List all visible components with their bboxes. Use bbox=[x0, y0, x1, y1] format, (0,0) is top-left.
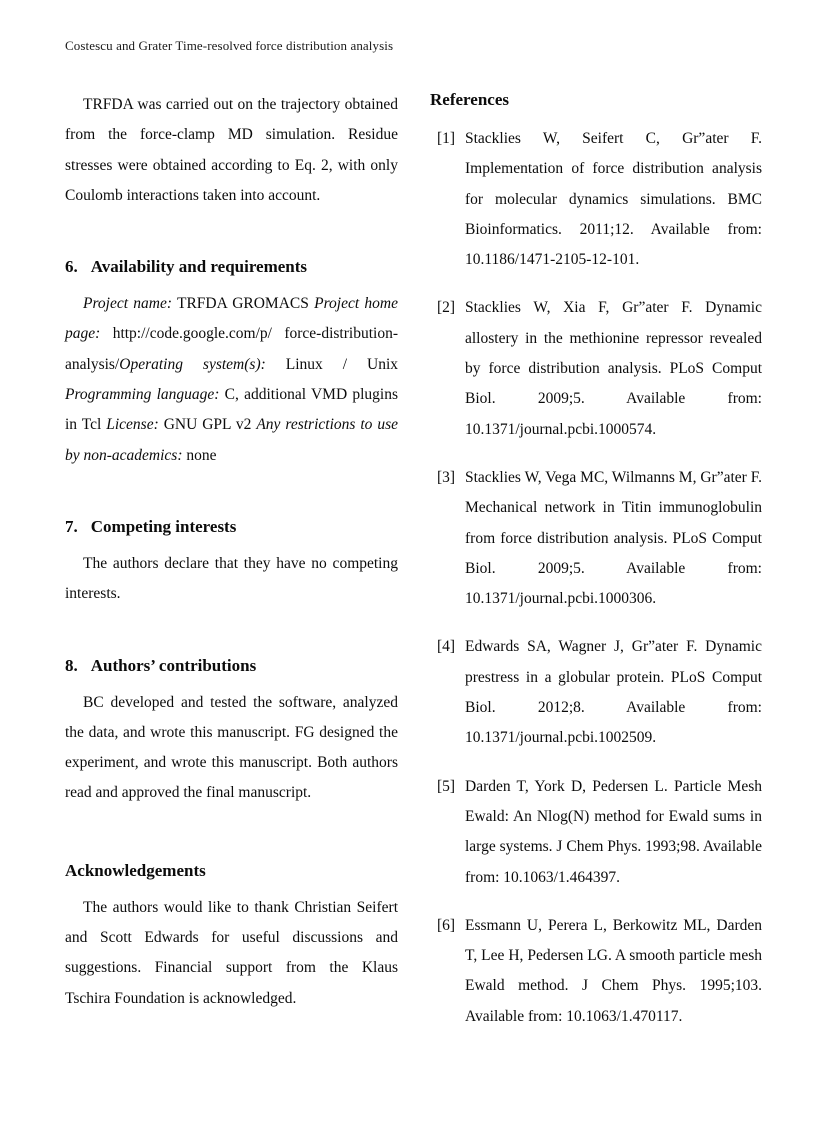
field-label: Programming language: bbox=[65, 386, 220, 404]
references-heading: References bbox=[430, 90, 509, 109]
reference-item bbox=[430, 911, 762, 1032]
reference-text: Stacklies W, Xia F, Gr”ater F. Dynamic allostery in the methionine repressor revealed by force distribution analysis. PLoS Comput Biol. 2009;5. Available from: 10.1371/journal.pcbi.1000574. bbox=[465, 299, 762, 438]
reference-marker: [1] bbox=[437, 130, 456, 147]
section-number: 8. bbox=[65, 655, 78, 675]
field-value: C, additional VMD plugins in Tcl bbox=[65, 386, 398, 434]
reference-text: Stacklies W, Seifert C, Gr”ater F. Implementation of force distribution analysis for molecular dynamics simulations. BMC Bioinformatics. 2011;12. Available from: 10.1186/1471-2105-12-101. bbox=[465, 130, 762, 269]
field-label: Project home page: bbox=[65, 295, 398, 343]
section-heading-acknowledgements bbox=[65, 861, 398, 881]
left-column bbox=[65, 90, 398, 1050]
intro-paragraph: TRFDA was carried out on the trajectory obtained from the force-clamp MD simulation. Residue stresses were obtained according to Eq. 2, with only Coulomb interactions taken into account. bbox=[65, 96, 398, 204]
reference-marker: [4] bbox=[437, 638, 456, 656]
field-value: TRFDA GROMACS bbox=[177, 295, 309, 313]
field-value: Linux / Unix bbox=[285, 355, 399, 373]
section-heading-availability bbox=[65, 257, 398, 277]
reference-item bbox=[430, 124, 762, 275]
field-label: Project name: bbox=[83, 295, 173, 313]
field-value: none bbox=[186, 446, 217, 464]
field-label: Any restrictions to use by non-academics: bbox=[65, 416, 399, 464]
section-heading-authors-contributions bbox=[65, 656, 398, 676]
section-number: 6. bbox=[65, 257, 78, 277]
reference-marker: [5] bbox=[437, 777, 456, 795]
reference-item bbox=[430, 293, 762, 444]
field-label: License: bbox=[106, 416, 159, 434]
authors-contributions-paragraph: BC developed and tested the software, analyzed the data, and wrote this manuscript. FG designed the experiment, and wrote this manuscript. Both authors read and approved the final manuscript. bbox=[65, 693, 398, 802]
field-value: http://code.google.com/p/ force-distribution-analysis/ bbox=[65, 325, 398, 373]
acknowledgements-paragraph: The authors would like to thank Christian Seifert and Scott Edwards for useful discussions and suggestions. Financial support from the Klaus Tschira Foundation is acknowledged. bbox=[65, 898, 398, 1007]
section-title: Authors’ contributions bbox=[90, 655, 257, 675]
section-heading-competing-interests bbox=[65, 517, 398, 537]
reference-text: Darden T, York D, Pedersen L. Particle Mesh Ewald: An Nlog(N) method for Ewald sums in large systems. J Chem Phys. 1993;98. Available from: 10.1063/1.464397. bbox=[465, 777, 762, 886]
section-title: Acknowledgements bbox=[65, 860, 206, 880]
running-header: Costescu and Grater Time-resolved force distribution analysis bbox=[65, 38, 394, 53]
two-column-body bbox=[65, 90, 762, 1050]
reference-text: Stacklies W, Vega MC, Wilmanns M, Gr”ater F. Mechanical network in Titin immunoglobulin from force distribution analysis. PLoS Comput Biol. 2009;5. Available from: 10.1371/journal.pcbi.1000306. bbox=[465, 468, 762, 608]
competing-interests-paragraph: The authors declare that they have no competing interests. bbox=[65, 554, 398, 603]
availability-paragraph bbox=[65, 289, 398, 471]
reference-item bbox=[430, 463, 762, 614]
reference-text: Edwards SA, Wagner J, Gr”ater F. Dynamic prestress in a globular protein. PLoS Comput Biol. 2012;8. Available from: 10.1371/journal.pcbi.1002509. bbox=[465, 638, 762, 747]
field-label: Operating system(s): bbox=[119, 355, 266, 373]
section-number: 7. bbox=[65, 516, 78, 536]
section-title: Competing interests bbox=[90, 516, 237, 536]
field-value: GNU GPL v2 bbox=[163, 416, 252, 434]
reference-text: Essmann U, Perera L, Berkowitz ML, Darden T, Lee H, Pedersen LG. A smooth particle mesh Ewald method. J Chem Phys. 1995;103. Available from: 10.1063/1.470117. bbox=[465, 916, 762, 1025]
section-title: Availability and requirements bbox=[90, 257, 308, 277]
reference-marker: [6] bbox=[437, 916, 456, 934]
reference-marker: [3] bbox=[437, 468, 456, 486]
reference-marker: [2] bbox=[437, 299, 456, 317]
reference-item bbox=[430, 772, 762, 893]
right-column bbox=[430, 90, 762, 1050]
reference-item bbox=[430, 632, 762, 753]
